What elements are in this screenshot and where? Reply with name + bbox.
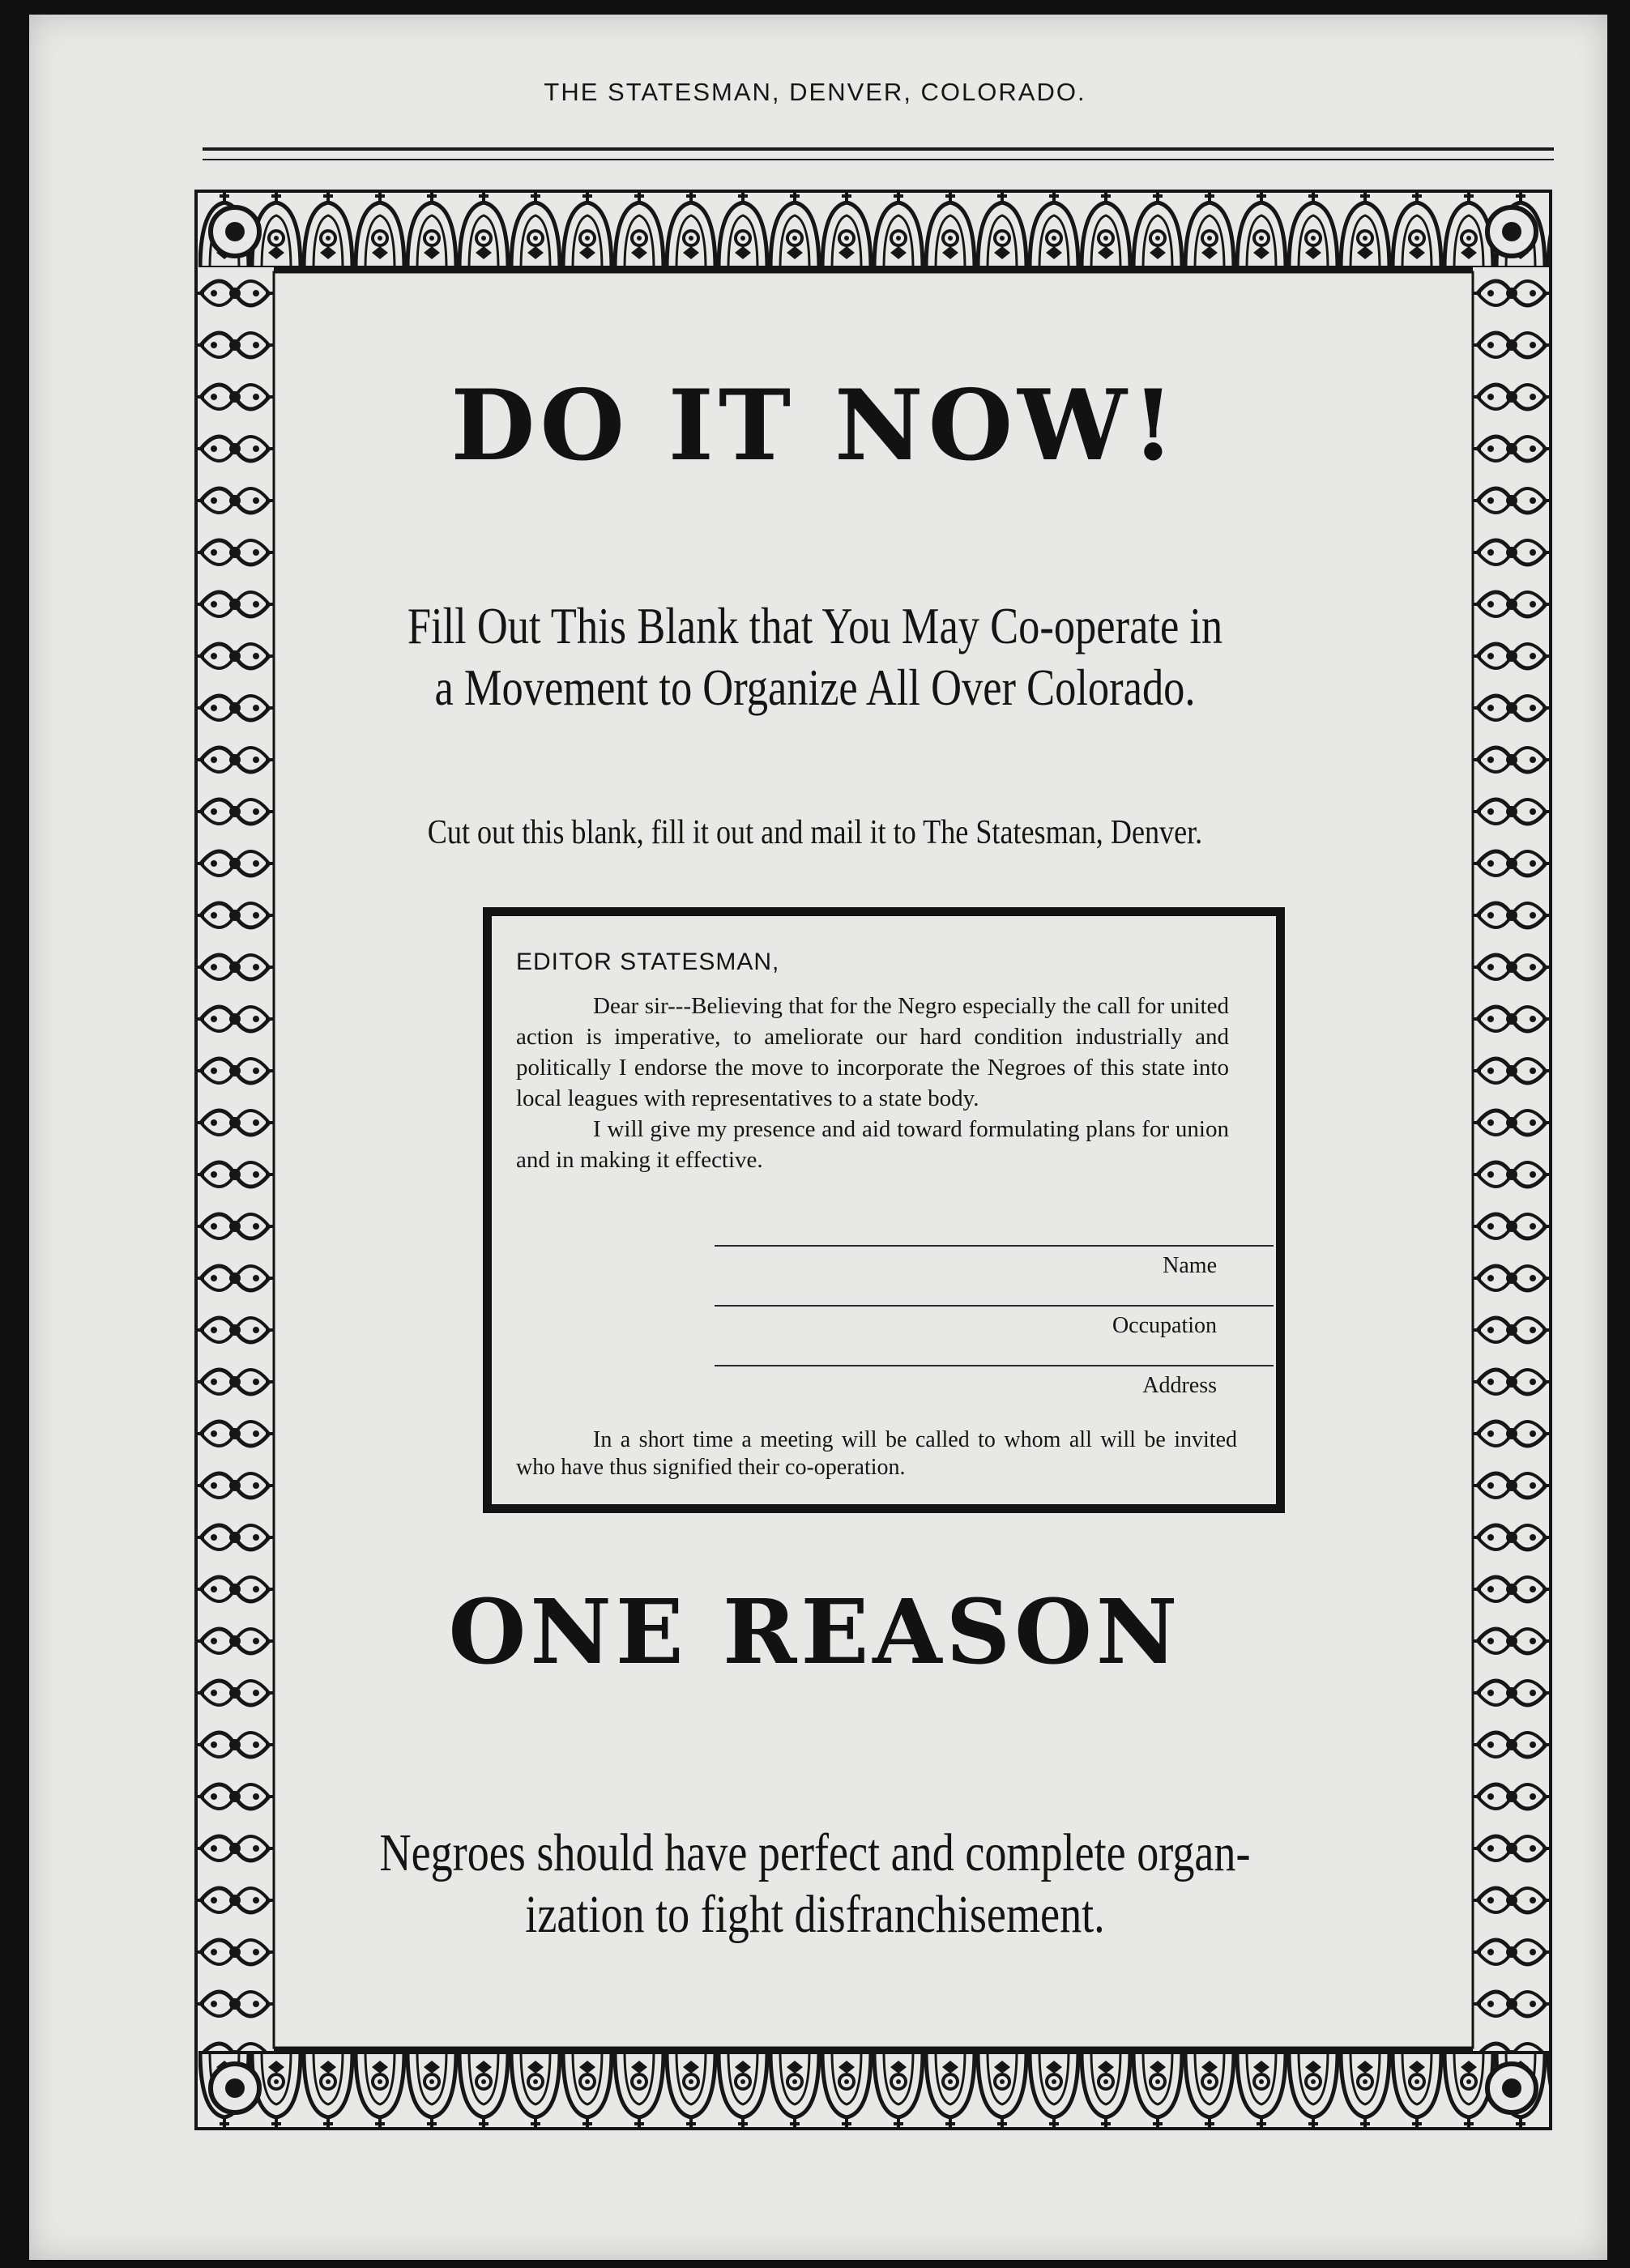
- running-head: THE STATESMAN, DENVER, COLORADO.: [544, 78, 1086, 106]
- instructions: Cut out this blank, fill it out and mail it to The Statesman, Denver.: [427, 814, 1203, 851]
- reason-text: [147, 1823, 1483, 1946]
- addressee: EDITOR STATESMAN,: [516, 949, 780, 975]
- address-field-line[interactable]: [715, 1365, 1274, 1366]
- second-headline: ONE REASON: [448, 1580, 1182, 1684]
- occupation-field-line[interactable]: [715, 1305, 1274, 1307]
- subheadline: [147, 595, 1483, 718]
- letter-paragraph: Dear sir---Believing that for the Negro especially the call for united action is imperative, to ameliorate our hard condition industrially and politically I endorse the move to incorporate the Negroes of this state into local leagues with representatives to a state body.: [516, 993, 1229, 1111]
- reason-line: Negroes should have perfect and complete organ-: [379, 1823, 1251, 1882]
- letter-body: [516, 991, 1229, 1175]
- closing-text: In a short time a meeting will be called to whom all will be invited who have thus signified their co-operation.: [516, 1427, 1237, 1480]
- subheadline-line: Fill Out This Blank that You May Co-operate in: [407, 597, 1223, 654]
- occupation-field-label: Occupation: [1112, 1313, 1217, 1338]
- coupon-form: [483, 907, 1285, 1513]
- reason-line: ization to fight disfranchisement.: [525, 1885, 1105, 1944]
- address-field-label: Address: [1142, 1373, 1217, 1398]
- headline: DO IT NOW!: [450, 369, 1180, 483]
- name-field-line[interactable]: [715, 1245, 1274, 1247]
- letter-paragraph: I will give my presence and aid toward formulating plans for union and in making it effective.: [516, 1116, 1229, 1173]
- closing-note: [516, 1426, 1237, 1481]
- name-field-label: Name: [1163, 1253, 1217, 1278]
- subheadline-line: a Movement to Organize All Over Colorado.: [434, 659, 1196, 716]
